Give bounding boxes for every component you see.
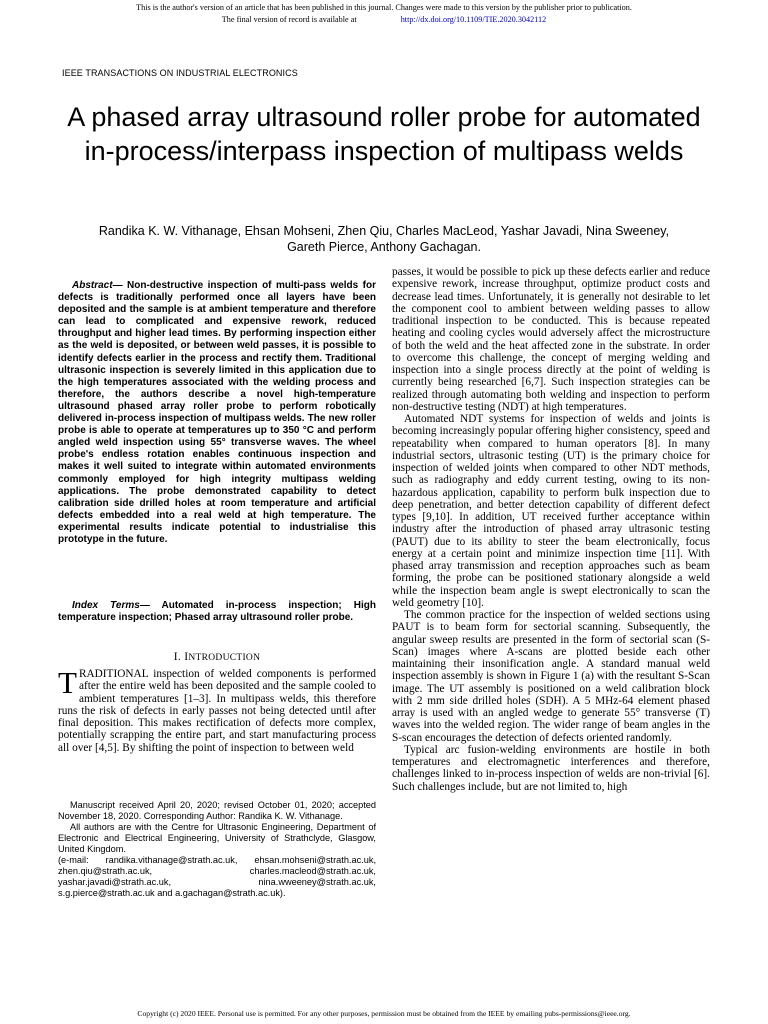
notice-line-1: This is the author's version of an article that has been published in this journal. Changes were made to this version by the publisher prior to publication. — [136, 3, 632, 12]
index-terms — [58, 600, 376, 624]
right-paragraph-3: The common practice for the inspection of welded sections using PAUT is to beam form for sectorial scanning. Subsequently, the angular sweep results are presented in the form of sectorial scan (S-Scan) images where A-scans are plotted beside each other maintaining their insonification angle. A standard manual weld inspection assembly is shown in Figure 1 (a) with the resultant S-Scan image. The UT assembly is positioned on a weld calibration block with 2 mm side drilled holes (SDH). A 5 MHz-64 element phased array is used with an angled wedge to generate 55° transverse (T) waves into the welded region. The wider range of beam angles in the S-scan encourages the detection of defects oriented randomly. — [392, 609, 710, 744]
right-paragraph-2: Automated NDT systems for inspection of welds and joints is becoming increasingly popular offering higher consistency, speed and repeatability when compared to human operators [8]. In many industrial sectors, ultrasonic testing (UT) is the primary choice for inspection of welded joints when compared to other NDT methods, such as radiography and eddy current testing, owing to its non-hazardous application, capability to perform bulk inspection due to deep penetration, and better detection capability of different defect types [9,10]. In addition, UT received further acceptance within industry after the introduction of phased array ultrasonic testing (PAUT) due to its ability to steer the beam electronically, focus energy at a certain point and minimize inspection time [11]. With phased array transmission and reception approaches such as beam forming, the probe can be positioned stationary alongside a weld while the inspection beam angle is swept electronically to scan the weld geometry [10]. — [392, 413, 710, 609]
abstract — [58, 280, 376, 546]
right-column — [392, 266, 710, 793]
index-terms-label: Index Terms — [72, 600, 140, 611]
publisher-notice — [0, 2, 768, 26]
section-number: I. I — [173, 651, 189, 663]
right-paragraph-4: Typical arc fusion-welding environments are hostile in both temperatures and electromagnetic interferences and therefore, challenges linked to in-process inspection of welds are non-trivial [6]. Such challenges include, but are not limited to, high — [392, 743, 710, 793]
section-heading-introduction — [58, 651, 376, 663]
index-terms-text: Automated in-process inspection; High temperature inspection; Phased array ultrasound roller probe. — [58, 600, 376, 624]
abstract-text: Non-destructive inspection of multi-pass welds for defects is traditionally performed once all layers have been deposited and the sample is at ambient temperature and therefore can lead to complicated and expensive rework, reduced throughput and higher lead times. By performing inspection either as the weld is deposited, or between weld passes, it is possible to identify defects earlier in the process and rectify them. Traditional ultrasonic inspection is severely limited in this application due to the high temperatures associated with the welding process and therefore, the authors describe a novel high-temperature ultrasound phased array roller probe to perform robotically delivered in-process inspection of multipass welds. The new roller probe is able to operate at temperatures up to 350 °C and perform angled weld inspection using 55° transverse waves. The wheel probe's endless rotation enables continuous inspection and makes it well suited to integrate within automated environments commonly employed for high integrity multipass welding applications. The probe demonstrated capability to detect calibration side drilled holes at room temperature and artificial defects embedded into a real weld at high temperature. The experimental results indicate potential to industrialise this prototype in the future. — [58, 280, 376, 545]
drop-cap: T — [58, 665, 77, 700]
manuscript-footnote — [58, 800, 376, 899]
footnote-affiliation: All authors are with the Centre for Ultrasonic Engineering, Department of Electronic and Electrical Engineering, University of Strathclyde, Glasgow, United Kingdom. — [58, 822, 376, 854]
index-terms-dash: — — [139, 600, 162, 611]
intro-text: inspection of welded components is performed after the entire weld has been deposited and the sample cooled to ambient temperatures [1–3]. In multipass welds, this therefore runs the risk of defects in early passes not being detected until after final deposition. This makes rectification of defects more complex, potentially scrapping the entire part, and start manufacturing process all over [4,5]. By shifting the point of inspection to between weld — [58, 668, 376, 754]
notice-line-2 — [0, 14, 768, 26]
footnote-received: Manuscript received April 20, 2020; revised October 01, 2020; accepted November 18, 2020. Corresponding Author: Randika K. W. Vithanage. — [58, 800, 376, 821]
doi-link[interactable]: http://dx.doi.org/10.1109/TIE.2020.3042112 — [400, 15, 547, 24]
author-list: Randika K. W. Vithanage, Ehsan Mohseni, Zhen Qiu, Charles MacLeod, Yashar Javadi, Nina Sweeney, Gareth Pierce, Anthony Gachagan. — [98, 224, 670, 254]
abstract-dash: — — [112, 280, 128, 291]
section-name: NTRODUCTION — [188, 653, 261, 663]
right-paragraph-1: passes, it would be possible to pick up these defects earlier and reduce expensive rework, increase throughput, optimize product costs and decrease lead times. Unfortunately, it is generally not desirable to let the component cool to ambient between welding passes to allow traditional inspection to be conducted. This is because repeated heating and cooling cycles would adversely affect the microstructure of both the weld and the heat affected zone in the substrate. In order to overcome this challenge, the concept of merging welding and inspection into a single process directly at the point of welding is currently being researched [6,7]. Such inspection strategies can be realized through automating both welding and inspection to perform non-destructive testing (NDT) at high temperatures. — [392, 266, 710, 413]
notice-line-2-prefix: The final version of record is available at — [221, 15, 357, 24]
journal-name: IEEE TRANSACTIONS ON INDUSTRIAL ELECTRONICS — [62, 68, 298, 78]
intro-lead-word: RADITIONAL — [78, 668, 149, 680]
abstract-label: Abstract — [72, 280, 113, 291]
intro-paragraph — [58, 665, 376, 754]
footnote-emails: (e-mail: randika.vithanage@strath.ac.uk, ehsan.mohseni@strath.ac.uk, zhen.qiu@strath.ac.uk, charles.macleod@strath.ac.uk, yashar.javadi@strath.ac.uk, nina.wweeney@strath.ac.uk, s.g.pierce@strath.ac.uk and a.gachagan@strath.ac.uk). — [58, 855, 376, 898]
paper-title: A phased array ultrasound roller probe for automated in-process/interpass inspection of multipass welds — [67, 102, 701, 166]
copyright-notice: Copyright (c) 2020 IEEE. Personal use is permitted. For any other purposes, permission must be obtained from the IEEE by emailing pubs-permissions@ieee.org. — [137, 1009, 631, 1018]
